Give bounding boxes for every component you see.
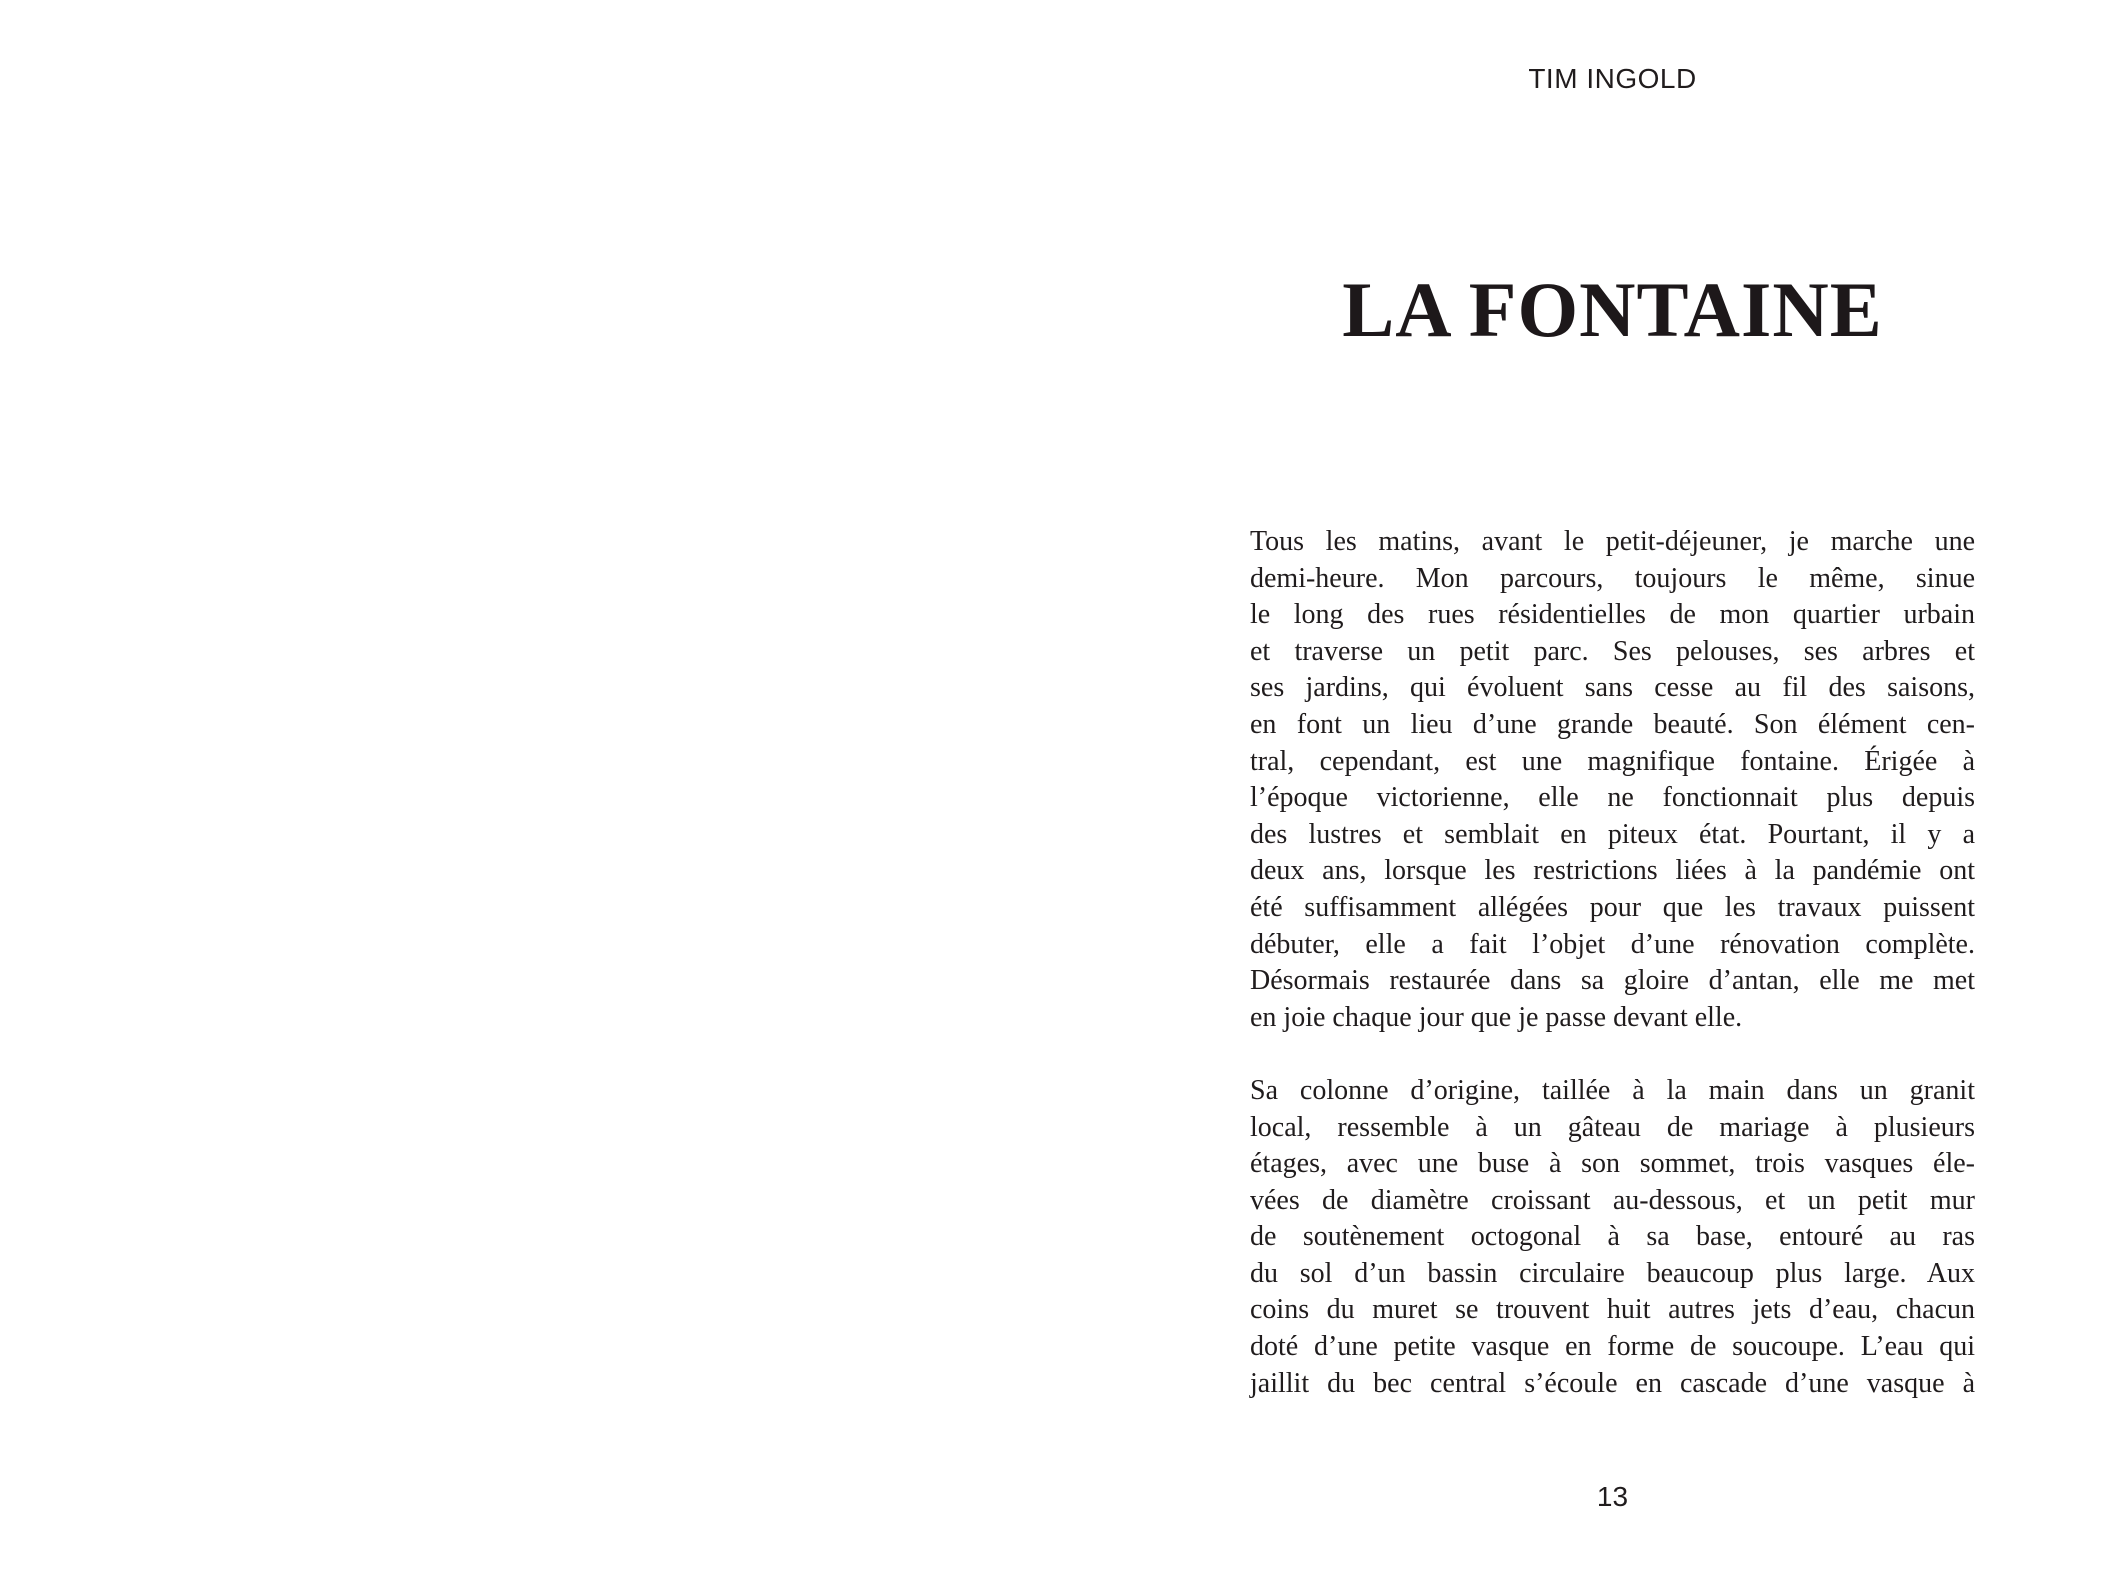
- running-header: TIM INGOLD: [1528, 63, 1697, 94]
- text-line: en font un lieu d’une grande beauté. Son élément cen-: [1250, 708, 1975, 740]
- text-line: ses jardins, qui évoluent sans cesse au fil des saisons,: [1250, 672, 1975, 704]
- text-line: été suffisamment allégées pour que les travaux puissent: [1250, 891, 1975, 923]
- text-line: Désormais restaurée dans sa gloire d’antan, elle me met: [1250, 965, 1975, 997]
- text-line: de soutènement octogonal à sa base, entouré au ras: [1250, 1221, 1975, 1253]
- text-line: et traverse un petit parc. Ses pelouses, ses arbres et: [1250, 635, 1975, 667]
- paragraph: [1250, 524, 1975, 1036]
- text-line: doté d’une petite vasque en forme de soucoupe. L’eau qui: [1250, 1331, 1975, 1363]
- body-text: [1250, 524, 1975, 1402]
- text-line: du sol d’un bassin circulaire beaucoup plus large. Aux: [1250, 1257, 1975, 1289]
- text-line: tral, cependant, est une magnifique fontaine. Érigée à: [1250, 745, 1975, 777]
- text-line: l’époque victorienne, elle ne fonctionnait plus depuis: [1250, 782, 1975, 814]
- page-number: 13: [1596, 1481, 1629, 1512]
- text-line: Sa colonne d’origine, taillée à la main dans un granit: [1250, 1074, 1975, 1106]
- text-line: local, ressemble à un gâteau de mariage à plusieurs: [1250, 1111, 1975, 1143]
- text-line: en joie chaque jour que je passe devant elle.: [1250, 1001, 1743, 1033]
- text-line: jaillit du bec central s’écoule en cascade d’une vasque à: [1250, 1367, 1975, 1399]
- text-line: coins du muret se trouvent huit autres jets d’eau, chacun: [1250, 1294, 1975, 1326]
- text-line: vées de diamètre croissant au-dessous, et un petit mur: [1250, 1184, 1975, 1216]
- text-line: le long des rues résidentielles de mon quartier urbain: [1250, 599, 1975, 631]
- text-line: étages, avec une buse à son sommet, trois vasques éle-: [1250, 1148, 1975, 1180]
- text-line: débuter, elle a fait l’objet d’une rénovation complète.: [1250, 928, 1975, 960]
- paragraph: [1250, 1073, 1975, 1402]
- text-line: deux ans, lorsque les restrictions liées à la pandémie ont: [1250, 855, 1975, 887]
- text-line: Tous les matins, avant le petit-déjeuner, je marche une: [1250, 526, 1975, 557]
- text-line: des lustres et semblait en piteux état. Pourtant, il y a: [1250, 818, 1975, 850]
- chapter-title: LA FONTAINE: [1342, 266, 1883, 353]
- text-line: demi-heure. Mon parcours, toujours le même, sinue: [1250, 562, 1975, 594]
